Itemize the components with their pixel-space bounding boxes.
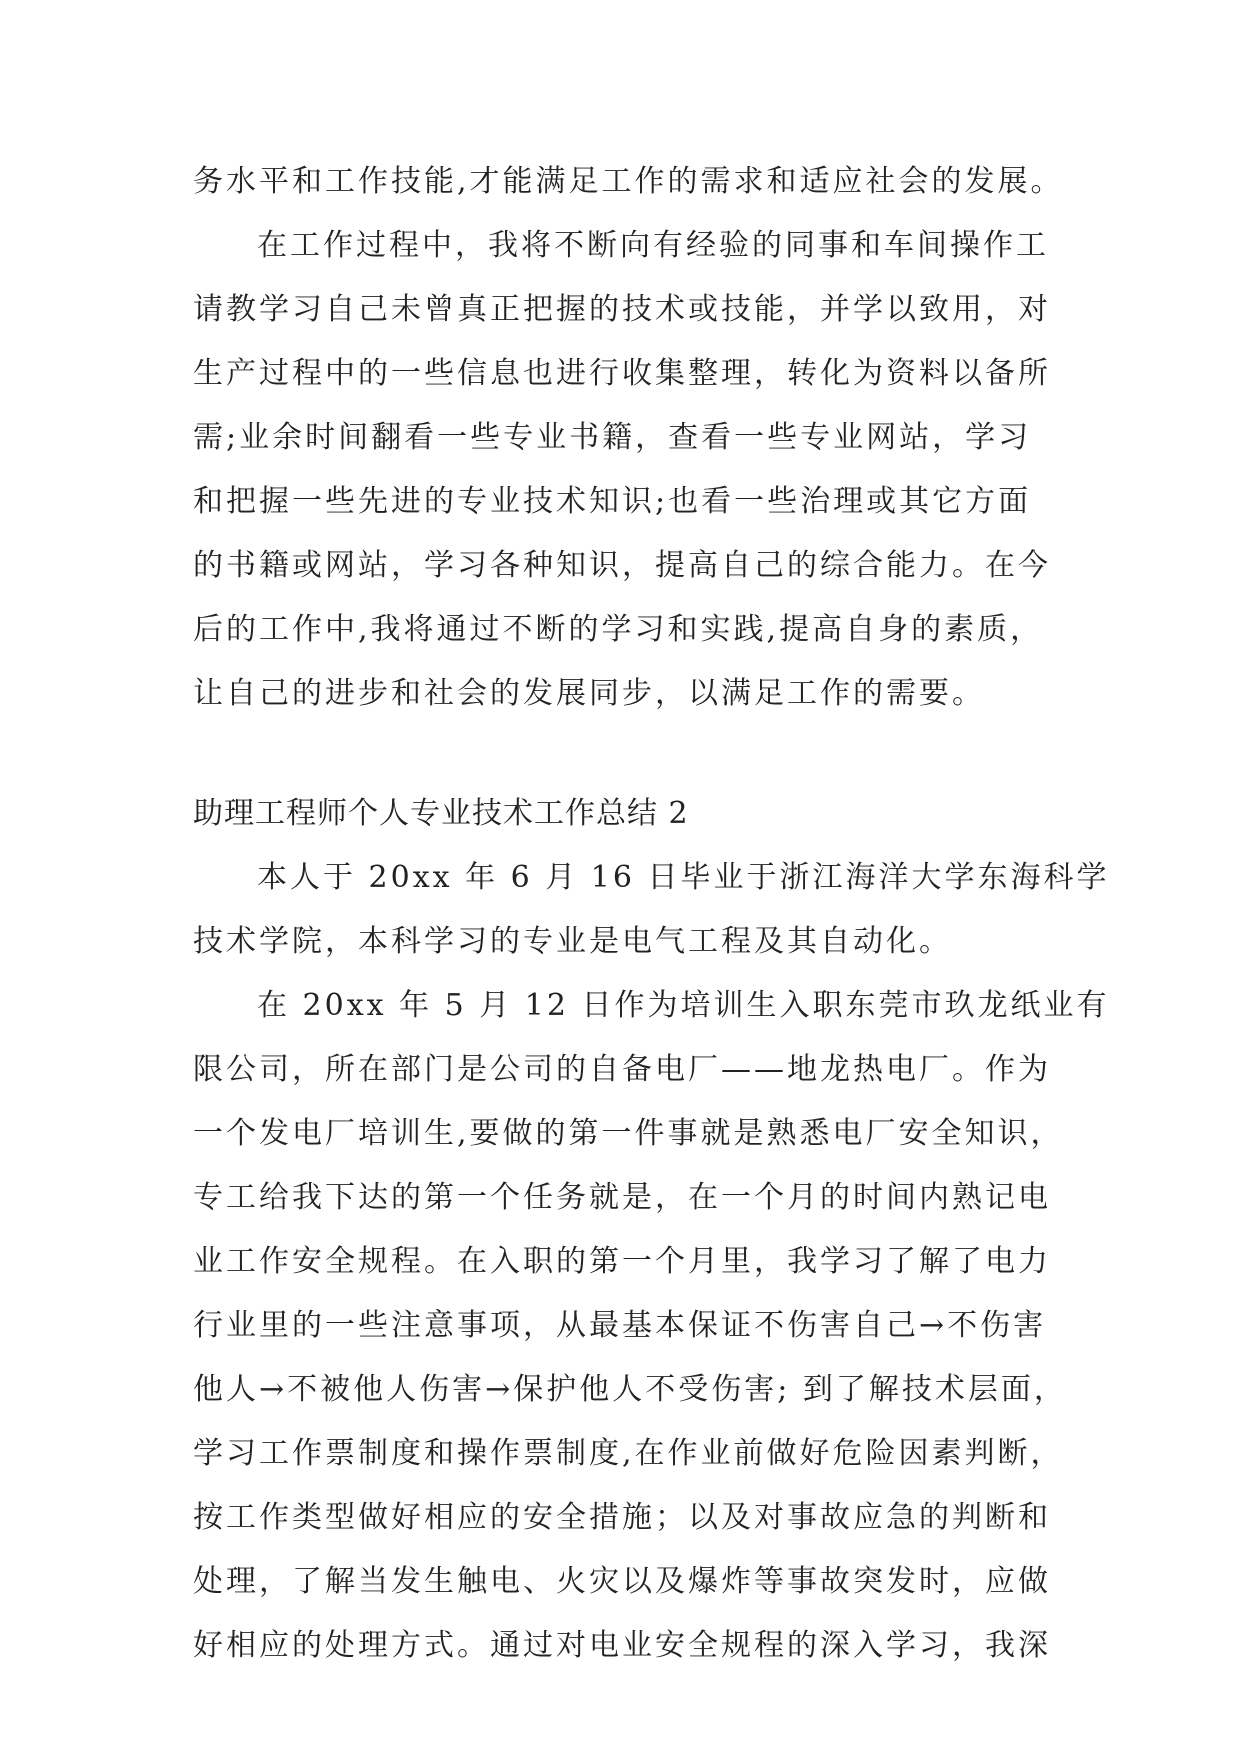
document-body xyxy=(193,150,1110,1678)
paragraph-line: 限公司，所在部门是公司的自备电厂——地龙热电厂。作为 xyxy=(193,1052,1051,1087)
paragraph-line: 技术学院，本科学习的专业是电气工程及其自动化。 xyxy=(193,924,952,959)
paragraph-line: 务水平和工作技能,才能满足工作的需求和适应社会的发展。 xyxy=(193,164,1064,199)
paragraph-line: 的书籍或网站，学习各种知识，提高自己的综合能力。在今 xyxy=(193,548,1051,583)
paragraph-line: 生产过程中的一些信息也进行收集整理，转化为资料以备所 xyxy=(193,356,1051,391)
paragraph-line: 让自己的进步和社会的发展同步，以满足工作的需要。 xyxy=(193,676,985,711)
paragraph-line: 学习工作票制度和操作票制度,在作业前做好危险因素判断， xyxy=(193,1436,1064,1471)
paragraph-line: 他人→不被他人伤害→保护他人不受伤害; 到了解技术层面， xyxy=(193,1372,1067,1407)
section-gap xyxy=(193,726,1073,782)
paragraph-line: 本人于 20xx 年 6 月 16 日毕业于浙江海洋大学东海科学 xyxy=(257,860,1110,895)
paragraph-line: 后的工作中,我将通过不断的学习和实践,提高自身的素质， xyxy=(193,612,1044,647)
paragraph-line: 好相应的处理方式。通过对电业安全规程的深入学习，我深 xyxy=(193,1628,1051,1663)
paragraph-line: 需;业余时间翻看一些专业书籍，查看一些专业网站，学习 xyxy=(193,420,1032,455)
paragraph-line: 处理，了解当发生触电、火灾以及爆炸等事故突发时，应做 xyxy=(193,1564,1051,1599)
paragraph-line: 专工给我下达的第一个任务就是，在一个月的时间内熟记电 xyxy=(193,1180,1051,1215)
paragraph-line: 按工作类型做好相应的安全措施；以及对事故应急的判断和 xyxy=(193,1500,1051,1535)
paragraph-line: 请教学习自己未曾真正把握的技术或技能，并学以致用，对 xyxy=(193,292,1051,327)
paragraph-line: 行业里的一些注意事项，从最基本保证不伤害自己→不伤害 xyxy=(193,1308,1047,1343)
paragraph-line: 在工作过程中，我将不断向有经验的同事和车间操作工 xyxy=(257,228,1049,263)
paragraph-line: 和把握一些先进的专业技术知识;也看一些治理或其它方面 xyxy=(193,484,1032,519)
paragraph-line: 业工作安全规程。在入职的第一个月里，我学习了解了电力 xyxy=(193,1244,1051,1279)
paragraph-line: 在 20xx 年 5 月 12 日作为培训生入职东莞市玖龙纸业有 xyxy=(257,988,1110,1023)
paragraph-line: 一个发电厂培训生,要做的第一件事就是熟悉电厂安全知识， xyxy=(193,1116,1064,1151)
section-title: 助理工程师个人专业技术工作总结 2 xyxy=(193,796,689,831)
